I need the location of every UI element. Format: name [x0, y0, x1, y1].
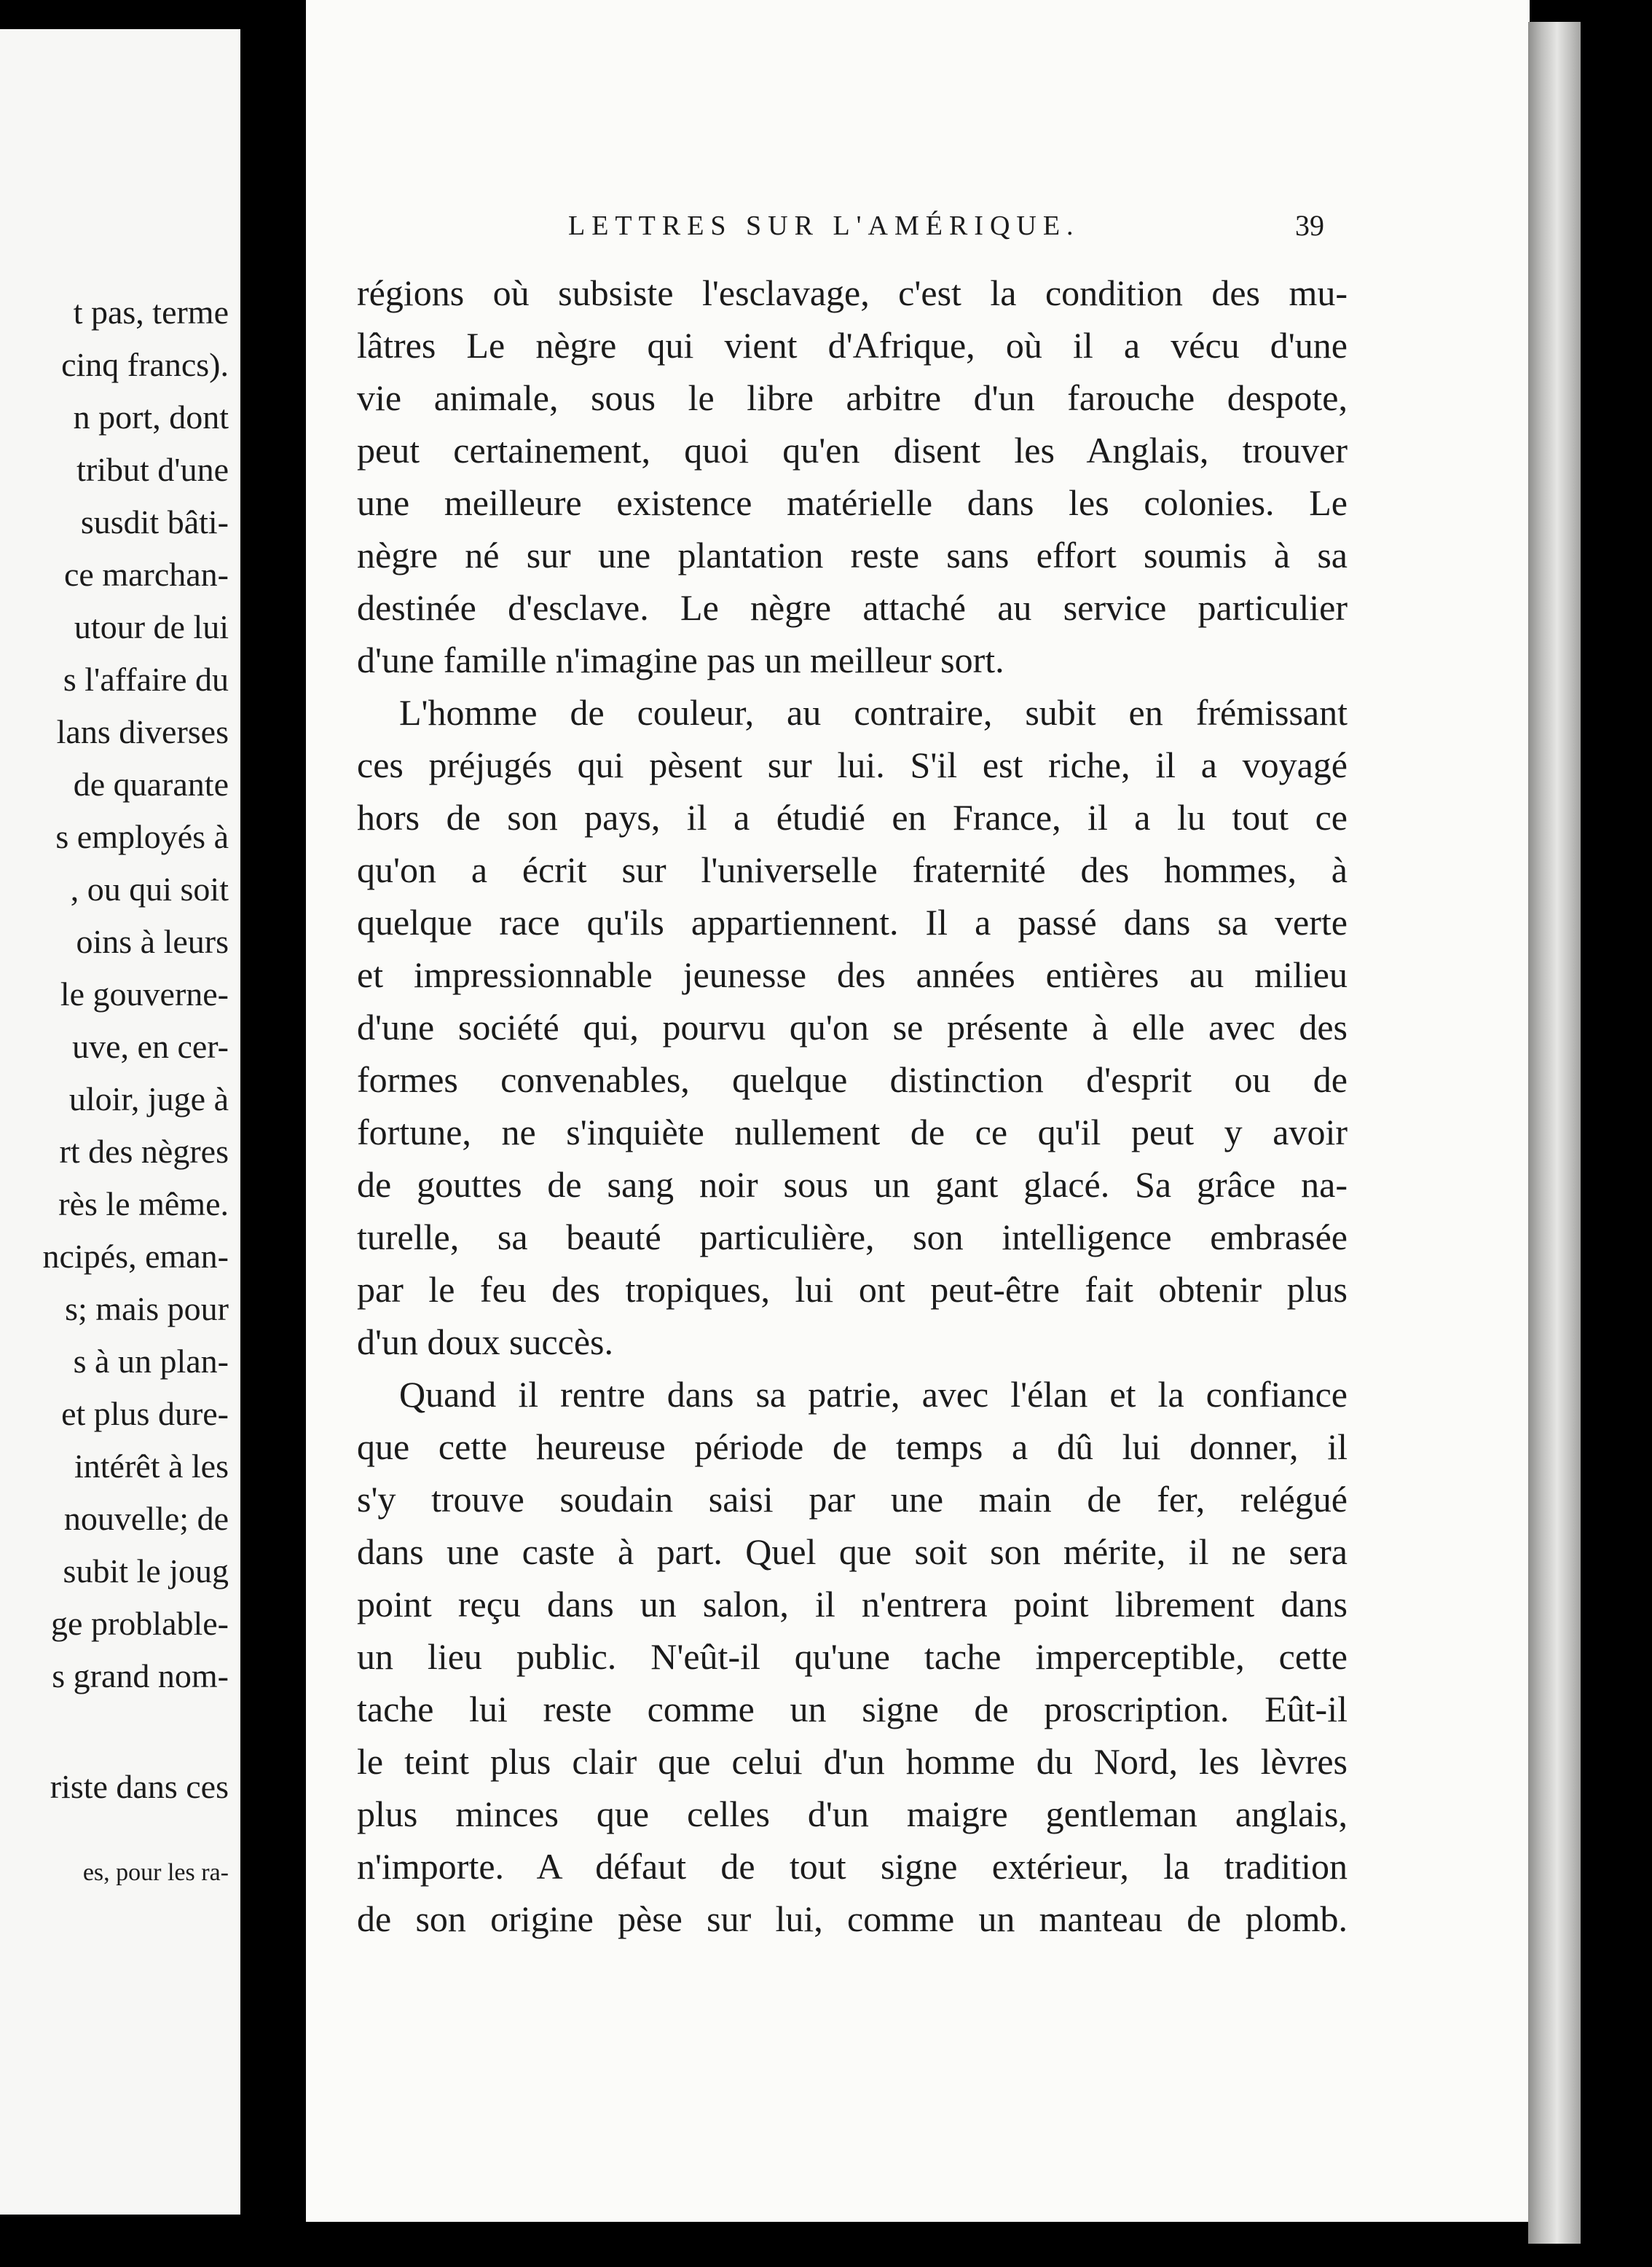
left-line: oins à leurs	[76, 923, 229, 960]
left-line: ge problable-	[51, 1605, 229, 1642]
page-number: 39	[1295, 209, 1324, 242]
book-gutter	[240, 0, 306, 2267]
book-page	[306, 0, 1530, 2222]
text-line: dans une caste à part. Quel que soit son mérite, il ne sera	[357, 1531, 1348, 1572]
text-line: ces préjugés qui pèsent sur lui. S'il est riche, il a voyagé	[357, 744, 1348, 785]
text-line: vie animale, sous le libre arbitre d'un farouche despote,	[357, 377, 1348, 418]
left-line: subit le joug	[63, 1552, 229, 1590]
text-line: le teint plus clair que celui d'un homme du Nord, les lèvres	[357, 1741, 1348, 1782]
text-line: par le feu des tropiques, lui ont peut-être fait obtenir plus	[357, 1269, 1348, 1310]
left-line: rès le même.	[58, 1185, 229, 1222]
running-title: LETTRES SUR L'AMÉRIQUE.	[568, 211, 1080, 241]
left-line: s; mais pour	[65, 1290, 229, 1327]
text-line: tache lui reste comme un signe de proscription. Eût-il	[357, 1689, 1348, 1729]
page-edge-texture	[1528, 22, 1581, 2244]
left-line: tribut d'une	[76, 451, 229, 488]
text-line: n'importe. A défaut de tout signe extérieur, la tradition	[357, 1846, 1348, 1887]
left-line: uloir, juge à	[68, 1080, 229, 1117]
text-line: hors de son pays, il a étudié en France, il a lu tout ce	[357, 797, 1348, 838]
left-line: de quarante	[73, 766, 229, 803]
left-line: s à un plan-	[73, 1343, 229, 1380]
left-line: susdit bâti-	[80, 503, 229, 541]
text-line: peut certainement, quoi qu'en disent les Anglais, trouver	[357, 430, 1348, 471]
text-line: d'un doux succès.	[357, 1321, 614, 1362]
text-line: de gouttes de sang noir sous un gant glacé. Sa grâce na-	[357, 1164, 1348, 1205]
text-line: une meilleure existence matérielle dans les colonies. Le	[357, 482, 1348, 523]
left-line: t pas, terme	[73, 294, 229, 331]
left-line: cinq francs).	[61, 346, 229, 383]
left-line: ncipés, eman-	[42, 1238, 229, 1275]
left-line: s grand nom-	[52, 1657, 229, 1694]
text-line: d'une société qui, pourvu qu'on se présente à elle avec des	[357, 1007, 1348, 1048]
text-line: turelle, sa beauté particulière, son intelligence embrasée	[357, 1217, 1348, 1257]
left-line: ce marchan-	[63, 556, 229, 593]
left-line: n port, dont	[73, 398, 229, 436]
left-line: le gouverne-	[60, 975, 229, 1013]
text-line: plus minces que celles d'un maigre gentleman anglais,	[357, 1793, 1348, 1834]
text-line: un lieu public. N'eût-il qu'une tache imperceptible, cette	[357, 1636, 1348, 1677]
paragraph-start-line: Quand il rentre dans sa patrie, avec l'élan et la confiance	[399, 1374, 1348, 1415]
text-line: formes convenables, quelque distinction d'esprit ou de	[357, 1059, 1348, 1100]
text-line: point reçu dans un salon, il n'entrera point librement dans	[357, 1584, 1348, 1624]
text-line: régions où subsiste l'esclavage, c'est la condition des mu-	[357, 272, 1348, 313]
text-line: fortune, ne s'inquiète nullement de ce qu'il peut y avoir	[357, 1112, 1348, 1152]
text-line: s'y trouve soudain saisi par une main de fer, relégué	[357, 1479, 1348, 1520]
left-line: intérêt à les	[74, 1447, 229, 1485]
text-line: que cette heureuse période de temps a dû lui donner, il	[357, 1426, 1348, 1467]
left-line: s employés à	[55, 818, 229, 855]
left-line: et plus dure-	[61, 1395, 229, 1432]
facing-page-fragment	[0, 29, 240, 2215]
text-line: de son origine pèse sur lui, comme un manteau de plomb.	[357, 1898, 1348, 1939]
left-footnote: es, pour les ra-	[82, 1859, 229, 1886]
left-line: utour de lui	[74, 608, 229, 645]
left-line: uve, en cer-	[72, 1028, 229, 1065]
left-line: s l'affaire du	[63, 661, 229, 698]
left-line: nouvelle; de	[63, 1500, 229, 1537]
paragraph-start-line: L'homme de couleur, au contraire, subit en frémissant	[399, 692, 1348, 733]
text-line: qu'on a écrit sur l'universelle fraternité des hommes, à	[357, 849, 1348, 890]
left-line: rt des nègres	[59, 1133, 229, 1170]
text-line: nègre né sur une plantation reste sans effort soumis à sa	[357, 535, 1348, 575]
text-line: destinée d'esclave. Le nègre attaché au service particulier	[357, 587, 1348, 628]
text-line: d'une famille n'imagine pas un meilleur sort.	[357, 640, 1004, 680]
left-line: lans diverses	[56, 713, 229, 750]
text-line: quelque race qu'ils appartiennent. Il a passé dans sa verte	[357, 902, 1348, 943]
text-line: et impressionnable jeunesse des années entières au milieu	[357, 954, 1348, 995]
left-line: riste dans ces	[50, 1768, 229, 1805]
left-line: , ou qui soit	[70, 871, 229, 908]
text-line: lâtres Le nègre qui vient d'Afrique, où il a vécu d'une	[357, 325, 1348, 366]
